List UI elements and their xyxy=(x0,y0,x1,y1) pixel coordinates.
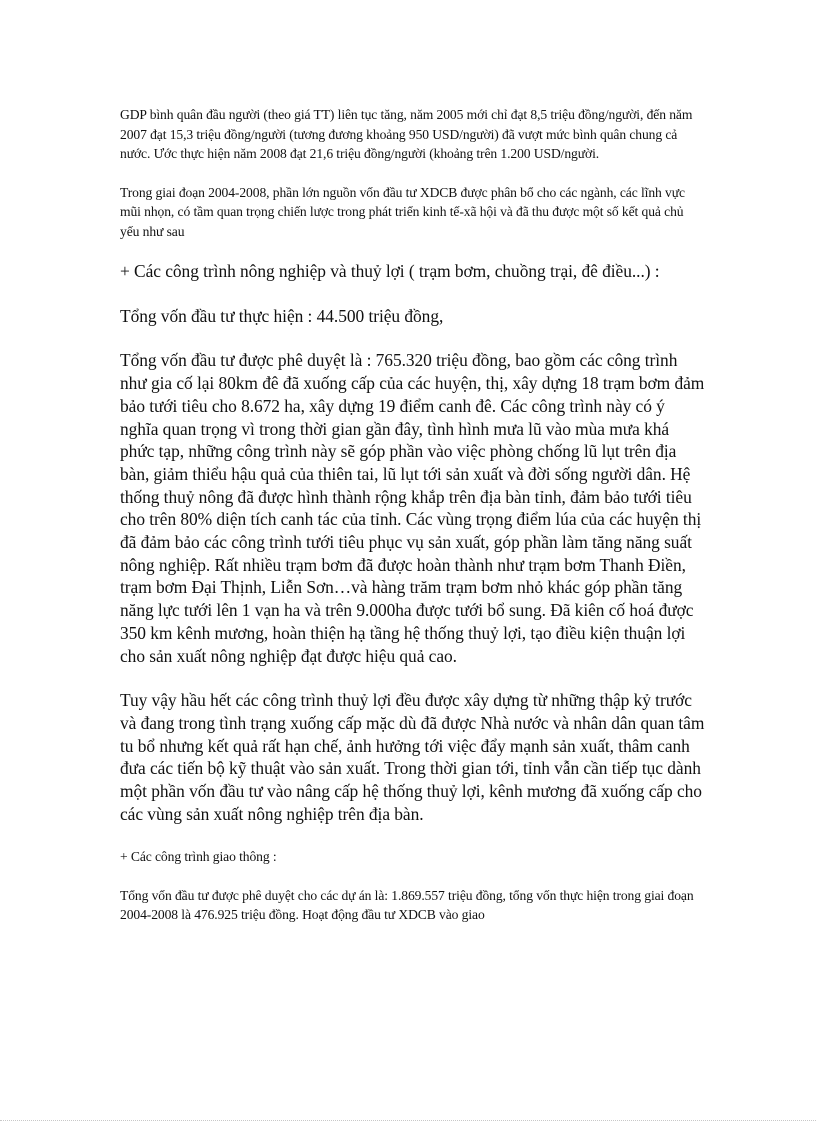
heading-agriculture-irrigation: + Các công trình nông nghiệp và thuỷ lợi ( trạm bơm, chuồng trại, đê điều...) : xyxy=(120,261,660,281)
paragraph-investment-allocation: Trong giai đoạn 2004-2008, phần lớn nguồn vốn đầu tư XDCB được phân bổ cho các ngành, các lĩnh vực mũi nhọn, có tầm quan trọng chiến lược trong phát triển kinh tế-xã hội và đã thu được một số kết quả chủ yếu như sau xyxy=(120,184,685,239)
document-body xyxy=(120,100,705,925)
paragraph-total-investment-implemented: Tổng vốn đầu tư thực hiện : 44.500 triệu đồng, xyxy=(120,305,444,326)
paragraph-transport-investment: Tổng vốn đầu tư được phê duyệt cho các dự án là: 1.869.557 triệu đồng, tổng vốn thực hiện trong giai đoạn 2004-2008 là 476.925 triệu đồng. Hoạt động đầu tư XDCB vào giao xyxy=(120,887,694,923)
paragraph-approved-investment-details: Tổng vốn đầu tư được phê duyệt là : 765.320 triệu đồng, bao gồm các công trình như gia cố lại 80km đê đã xuống cấp của các huyện, thị, xây dựng 18 trạm bơm đảm bảo tưới tiêu cho 8.672 ha, xây dựng 19 điểm canh đê. Các công trình này có ý nghĩa quan trọng vì trong thời gian gần đây, tình hình mưa lũ vào mùa mưa khá phức tạp, những công trình này sẽ góp phần vào việc phòng chống lũ lụt trên địa bàn, giảm thiểu hậu quả của thiên tai, lũ lụt tới sản xuất và đời sống người dân. Hệ thống thuỷ nông đã được hình thành rộng khắp trên địa bàn tỉnh, đảm bảo tưới tiêu cho trên 80% diện tích canh tác của tỉnh. Các vùng trọng điểm lúa của các huyện thị đã đảm bảo các công trình tưới tiêu phục vụ sản xuất, góp phần làm tăng năng suất nông nghiệp. Rất nhiều trạm bơm đã được hoàn thành như trạm bơm Thanh Điền, trạm bơm Đại Thịnh, Liễn Sơn…và hàng trăm trạm bơm nhỏ khác góp phần tăng năng lực tưới lên 1 vạn ha và trên 9.000ha được tưới bổ sung. Đã kiên cố hoá được 350 km kênh mương, hoàn thiện hạ tầng hệ thống thuỷ lợi, tạo điều kiện thuận lợi cho sản xuất nông nghiệp đạt được hiệu quả cao. xyxy=(120,350,705,666)
page-bottom-divider xyxy=(0,1120,816,1121)
paragraph-irrigation-limitations: Tuy vậy hầu hết các công trình thuỷ lợi đều được xây dựng từ những thập kỷ trước và đang trong tình trạng xuống cấp mặc dù đã được Nhà nước và nhân dân quan tâm tu bổ nhưng kết quả rất hạn chế, ảnh hưởng tới việc đẩy mạnh sản xuất, thâm canh đưa các tiến bộ kỹ thuật vào sản xuất. Trong thời gian tới, tỉnh vẫn cần tiếp tục dành một phần vốn đầu tư vào nâng cấp hệ thống thuỷ lợi, kênh mương đã xuống cấp cho các vùng sản xuất nông nghiệp trên địa bàn. xyxy=(120,690,705,824)
heading-transport-projects: + Các công trình giao thông : xyxy=(120,849,277,865)
paragraph-gdp-per-capita: GDP bình quân đầu người (theo giá TT) liên tục tăng, năm 2005 mới chỉ đạt 8,5 triệu đồng/người, đến năm 2007 đạt 15,3 triệu đồng/người (tương đương khoảng 950 USD/người) đã vượt mức bình quân chung cả nước. Ước thực hiện năm 2008 đạt 21,6 triệu đồng/người (khoảng trên 1.200 USD/người. xyxy=(120,107,693,161)
